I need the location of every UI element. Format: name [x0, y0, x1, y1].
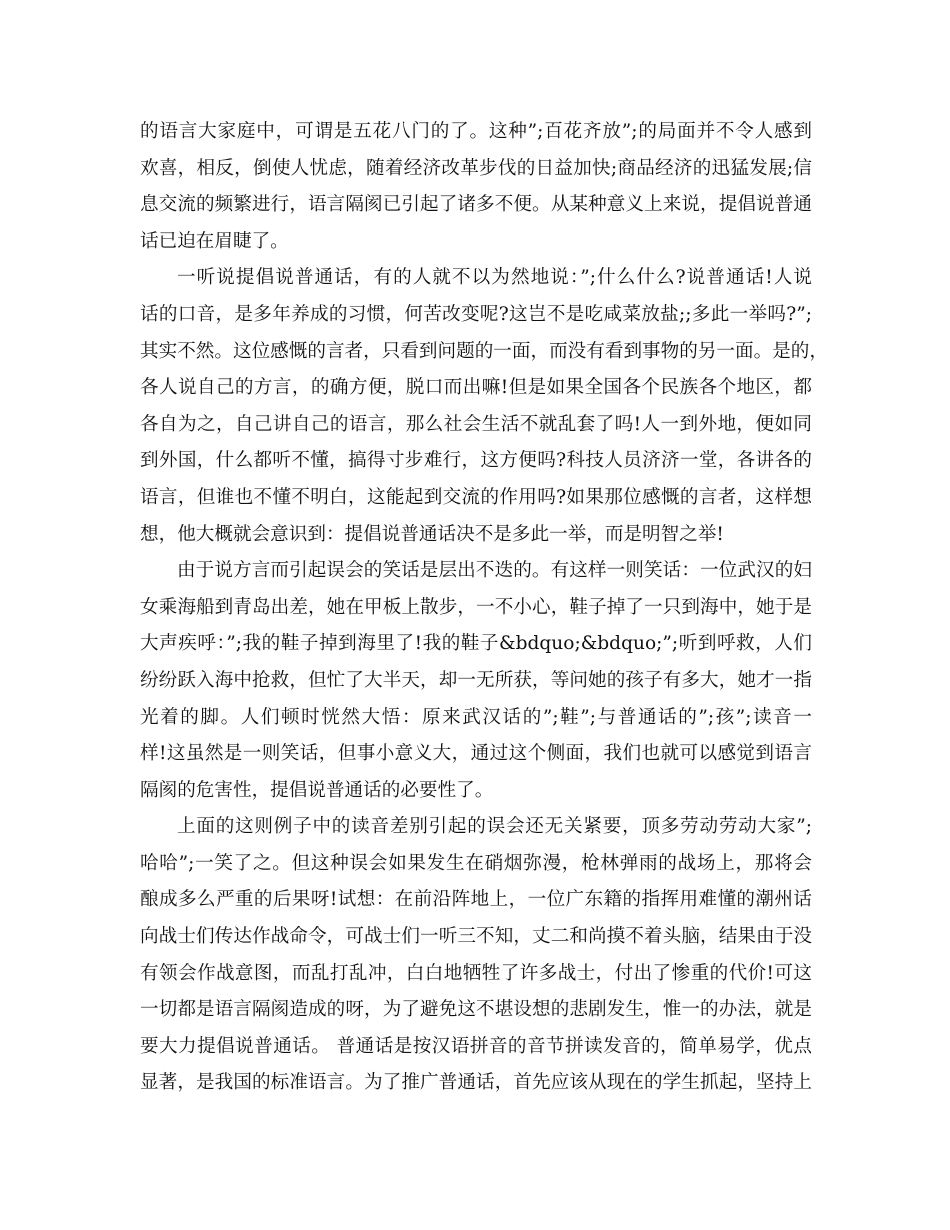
text-line: 有领会作战意图，而乱打乱冲，白白地牺牲了许多战士，付出了惨重的代价!可这 — [140, 962, 812, 984]
document-body — [140, 114, 828, 1102]
text-line: 大声疾呼：”;我的鞋子掉到海里了!我的鞋子&bdquo;&bdquo;”;听到呼救，人们 — [140, 633, 812, 655]
text-line: 话的口音，是多年养成的习惯，何苦改变呢?这岂不是吃咸菜放盐;;多此一举吗?”; — [140, 303, 812, 325]
text-line: 上面的这则例子中的读音差别引起的误会还无关紧要，顶多劳动劳动大家”; — [177, 816, 812, 838]
text-line: 由于说方言而引起误会的笑话是层出不迭的。有这样一则笑话：一位武汉的妇 — [177, 560, 812, 582]
text-line: 样!这虽然是一则笑话，但事小意义大，通过这个侧面，我们也就可以感觉到语言 — [140, 743, 812, 765]
text-line: 息交流的频繁进行，语言隔阂已引起了诸多不便。从某种意义上来说，提倡说普通 — [140, 194, 812, 216]
text-line: 想，他大概就会意识到：提倡说普通话决不是多此一举，而是明智之举! — [140, 523, 724, 545]
paragraph-4 — [140, 809, 812, 1102]
paragraph-2 — [140, 260, 828, 553]
text-line: 纷纷跃入海中抢救，但忙了大半天，却一无所获，等问她的孩子有多大，她才一指 — [140, 669, 812, 691]
text-line: 话已迫在眉睫了。 — [140, 230, 289, 252]
text-line: 要大力提倡说普通话。 普通话是按汉语拼音的音节拼读发音的，简单易学，优点 — [140, 1035, 812, 1057]
text-line: 向战士们传达作战命令，可战士们一听三不知，丈二和尚摸不着头脑，结果由于没 — [140, 926, 812, 948]
text-line: 欢喜，相反，倒使人忧虑，随着经济改革步伐的日益加快;商品经济的迅猛发展;信 — [140, 157, 812, 179]
paragraph-1 — [140, 114, 812, 260]
text-line: 酿成多么严重的后果呀!试想：在前沿阵地上，一位广东籍的指挥用难懂的潮州话 — [140, 889, 812, 911]
text-line: 显著，是我国的标准语言。为了推广普通话，首先应该从现在的学生抓起，坚持上 — [140, 1072, 812, 1094]
text-line: 光着的脚。人们顿时恍然大悟：原来武汉话的”;鞋”;与普通话的”;孩”;读音一 — [140, 706, 812, 728]
text-line: 隔阂的危害性，提倡说普通话的必要性了。 — [140, 779, 494, 801]
text-line: 其实不然。这位感慨的言者，只看到问题的一面，而没有看到事物的另一面。是的， — [140, 340, 828, 362]
text-line: 的语言大家庭中，可谓是五花八门的了。这种”;百花齐放”;的局面并不令人感到 — [140, 121, 812, 142]
paragraph-3 — [140, 553, 812, 809]
text-line: 一听说提倡说普通话，有的人就不以为然地说：”;什么什么?说普通话!人说 — [177, 267, 812, 289]
text-line: 各自为之，自己讲自己的语言，那么社会生活不就乱套了吗!人一到外地，便如同 — [140, 413, 812, 435]
text-line: 语言，但谁也不懂不明白，这能起到交流的作用吗?如果那位感慨的言者，这样想 — [140, 486, 812, 508]
text-line: 各人说自己的方言，的确方便，脱口而出嘛!但是如果全国各个民族各个地区，都 — [140, 377, 812, 399]
text-line: 到外国，什么都听不懂，搞得寸步难行，这方便吗?科技人员济济一堂，各讲各的 — [140, 450, 812, 472]
text-line: 一切都是语言隔阂造成的呀，为了避免这不堪设想的悲剧发生，惟一的办法，就是 — [140, 999, 812, 1021]
text-line: 哈哈”;一笑了之。但这种误会如果发生在硝烟弥漫，枪林弹雨的战场上，那将会 — [140, 852, 812, 874]
text-line: 女乘海船到青岛出差，她在甲板上散步，一不小心，鞋子掉了一只到海中，她于是 — [140, 596, 812, 618]
